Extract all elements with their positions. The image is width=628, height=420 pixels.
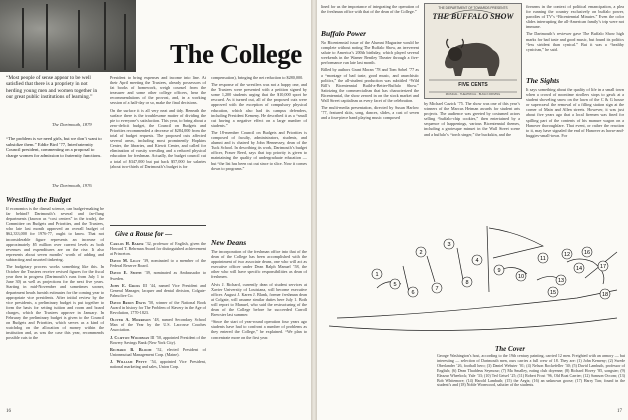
list-item <box>110 359 206 369</box>
article-column <box>526 4 624 54</box>
buffalo-show-poster <box>424 3 522 99</box>
caption-heading: The Cover <box>495 345 526 353</box>
honoree-text: ’39, nominated to a member of the Federal Reserve Board. <box>110 258 206 269</box>
honoree-name: Oliver A. Morrison <box>110 317 151 323</box>
figure-number: 8 <box>465 280 469 286</box>
list-item <box>110 317 206 332</box>
figure-number: 10 <box>517 274 525 280</box>
second-quote: “The problem is we need girls, but we don’t want to subsidize them.” Eddie Bird ’77, Interfraternity Council president, commenting on a proposal to charge women for admission to fraternity functions. <box>6 136 102 158</box>
paragraph: lined for us the importance of integrating the operation of the freshman office with that of the dean of the College.” <box>321 4 419 15</box>
divider <box>110 225 206 226</box>
cover-cartoon <box>317 222 628 342</box>
paragraph: compensation), bringing the net reduction to $280,000. <box>211 75 304 80</box>
poster-footer: MUSICAL · THEATRICAL · BUGGY-DRIVING <box>445 93 501 96</box>
honoree-text: ’32, professor of English, given the Howard T. Behrman Award for distinguished achievement at Princeton. <box>110 241 206 257</box>
honors-list <box>110 241 206 371</box>
figure-number: 11 <box>540 256 546 262</box>
paragraph: On the surface it is all very neat and tidy. Beneath the surface there is the troublesome matter of dividing the pie to everyone’s satisfaction. This year, to bring about a zero-deficit budget, the Council on Budgets and Priorities recommended a decrease of $284,000 from the total of budget requests. The proposed cuts affected several areas, including most prominently Hopkins Center, the libraries, and Kiewit Center, and called for elimination of varsity wrestling and a reduced physical education for freshman. Actually, the budget council cut a total of $347,000 but put back $57,000 for salaries (about two-thirds of Dartmouth’s budget is for <box>110 107 206 169</box>
paragraph: firearms in the context of political emancipation, a plea for running the country exclusively on buffalo power, parodies of TV’s “Bicentennial Minutes.” Even the color slides interrupting the all-American family’s trip were not immune. <box>526 4 624 30</box>
article-column <box>211 75 307 173</box>
paragraph: The multi-media presentation, directed by Susan Harlow ’77, featured skits, song, dances, slides, a cast of seven and a four-piece band playing music composed <box>321 105 419 121</box>
honoree-text: III ’44, named Vice President and General Manager, lacquer and dental division, Colgate-Palmolive Co. <box>110 282 206 298</box>
article-column <box>6 206 104 342</box>
paragraph: The incorporation of the freshman office into that of the dean of the College has been accomplished with the appointment of two associate deans, one who will act as executive officer under Dean Ralph Manuel ’58, the other who will have specific responsibilities as dean of freshmen. <box>211 249 307 280</box>
honoree-name: Carlos H. Baker <box>110 241 144 246</box>
honoree-name: J. William Petty <box>110 358 148 364</box>
list-item <box>110 270 206 280</box>
list-item <box>110 347 206 357</box>
section-heading: Buffalo Power <box>321 29 367 38</box>
list-item <box>110 241 206 256</box>
figure-number: 12 <box>563 252 571 258</box>
article-column <box>321 4 419 16</box>
figure-number: 18 <box>601 292 609 298</box>
figure-number: 5 <box>393 282 397 288</box>
quote-attribution: The Dartmouth, 1879 <box>52 122 92 127</box>
section-heading: The Sights <box>526 76 560 85</box>
list-item <box>110 283 206 298</box>
right-page <box>317 0 628 420</box>
honoree-name: David E. Smith <box>110 270 142 276</box>
figure-number: 14 <box>575 266 583 272</box>
section-heading: Wrestling the Budget <box>6 195 71 204</box>
honoree-text: ’50, winner of the National Book Award in history for The Problem of Slavery in the Age of Revolution, 1770-1823. <box>110 299 206 316</box>
article-column <box>110 75 206 171</box>
boat-crew-illustration <box>317 222 628 342</box>
figure-number: 3 <box>447 242 451 248</box>
honoree-text: ’48, named Secondary School Man of the Year by the U.S. Lacrosse Coaches Association. <box>110 317 206 333</box>
paragraph: The Dartmouth’s reviewer gave The Buffalo Show high marks for bad taste and good music, but found its politics “less strident than cynical.” But it was a “healthy cynicism,” he said. <box>526 31 624 52</box>
campus-photo <box>0 0 136 72</box>
opening-quote: “Most people of sense appear to be well satisfied that there is a propriety in not herding young men and women together in our great public institutions of learning.” <box>6 75 98 101</box>
article-column <box>211 249 307 342</box>
box-heading: Give a Rouse for — <box>115 230 173 238</box>
cover-caption: George Washington’s host, according to the 19th century painting, carried 12 men. Freighted with an armory — but interesting — selection of Dartmouth men, ours carries a full crew of 18. They are: (1) John Kemeny; (2) Swede Oberlander ’26, football hero; (3) Daniel Webster ’01; (4) Nelson Rockefeller ’30; (5) David Lambuth, professor of English; (6) Dean Thaddeus Seymour; (7) Ma Smalley, eating club doyenne; (8) Richard Hovey ’85, songster; (9) Eleazar Wheelock; Yale ’33; (10) Ted Geisel ’25; (11) Robert Frost ’96, Old Boat Carrier; (12) Samson Occom; (13) Bob Whitemore; (14) Harold Lambuth; (15) the Aegis; (16) an unknown goose; (17) Harry Tarr, found in the student’s and (18) Noble Wornwood, salutier of the students. <box>437 353 625 388</box>
honoree-text: ’52, elected President of Unionmutual Management Corp. (Maine). <box>110 346 206 357</box>
list-item <box>110 258 206 268</box>
honoree-name: Richard B. Bloom <box>110 346 152 352</box>
figure-number: 16 <box>583 250 591 256</box>
list-item <box>110 335 206 345</box>
paragraph: President to bring expenses and income into line. At their April meeting the Trustees, already possessors of fat books of homework, weigh counsel from the treasurer and some other college officers, hear the recommendations of the provost, and, in a working session of a half-day or so, make the final decisions. <box>110 75 206 106</box>
poster-arc-text: THE DEPARTMENT OF TOWARDS PRESENTS <box>438 6 508 10</box>
paragraph: The 18-member Council on Budgets and Priorities is composed of faculty, administrators, students, and alumni and is chaired by John Hennessey, dean of the Tuck School. In describing its work, Dartmouth’s budget officer, Fraser Reed, says that top priority is given to maintaining the quality of undergraduate education — but “the list has been cut out since to slice. Now it comes down to programs.” <box>211 129 307 171</box>
page-title: The College <box>170 39 302 69</box>
article-column <box>321 40 419 122</box>
paragraph: Billed by authors Grant Moran ’78 and Tom Sobel ’77 as a “montage of bad taste, good music, and anarchistic politics,” the all-student production was subtitled “Wild Bill’s Bicentennial Build-a-Better-Buffalo Show.” Satirizing the commercialism that has characterized the Bicentennial, the show zeroed in on the stock market and Wall Street capitalism as every facet of the celebration. <box>321 67 419 104</box>
poster-price: FIVE CENTS <box>458 82 488 88</box>
article-column <box>526 87 624 140</box>
honoree-name: David Brion Davis <box>110 299 146 305</box>
paragraph: No Bicentennial issue of the Alumni Magazine would be complete without noting The Buffalo Show, an irreverent salute to America’s 200th birthday, which played several weekends in the Warner Bentley Theater through a five-performance run late last month. <box>321 40 419 66</box>
paragraph: “Since the start of year-round operation four years ago students have had to confront a number of problems as they entered the College,” he explained. “We plan to concentrate more on the first year. <box>211 319 307 340</box>
honoree-name: David M. Lilly <box>110 258 141 264</box>
paragraph: If economics is the dismal science, can budget-making be far behind? Dartmouth’s several and far-flung departments (known as “cost centers” in the trade), the Committee on Budgets and Priorities, and the Trustees, who late last month approved an overall budget of $62,333,000 for 1976-77, ought to know. That not inconsiderable figure represents an increase of approximately $5 million over current levels as both revenues and expenditures are on the rise. It also represents about seven months’ worth of adding and subtracting and assorted tinkering. <box>6 206 104 262</box>
figure-number: 9 <box>497 268 501 274</box>
paragraph: Alvis J. Richard, currently dean of student services at Xavier University of Louisiana, will become executive officer. August J. Karen J. Blank, former freshman dean at Colgate, will assume similar duties here July 1. Both will report to Manuel, who said the restructuring of the dean of the College before he succeeded Carroll Brewster last summer. <box>211 281 307 318</box>
figure-number: 17 <box>599 264 607 270</box>
paragraph: It says something about the quality of life in a small town when a crowd of noontime strollers stops to gawk at a student shoveling snow on the lawn of the C & G house or supercrawl the removal of a filling station sign at the corner of Main and Allen streets. However, it was just about five years ago that a local firemen was fined for spilling part of the contents of his manure wagon on a Hanover thoroughfare. That event, or rather the reaction to it, may have signaled the end of Hanover as horse-and-buggies-small-town. For <box>526 87 624 138</box>
article-column <box>424 101 520 139</box>
figure-number: 7 <box>435 286 439 292</box>
left-page <box>0 0 311 420</box>
paragraph: by Michael Cazick ’75. The show was one of this year’s winners of the Marcus Heiman awards for student arts projects. The audience was greeted by costumed actors selling “buffalo-chip cookies,” then entertained by a sequence of happenings, various Bicentennial themes, including a grotesque minuet in the Wall Street scene and a buffalo’s “torch singer,” the buckskin, and the <box>424 101 520 137</box>
figure-number: 1 <box>375 272 379 278</box>
honoree-text: III ’50, appointed President of the Bowery Savings Bank (New York City). <box>110 334 206 345</box>
paragraph: The response of the wrestlers was not a happy one, and the Trustees were presented with a petition signed by some 1,200 students urging that the $10,000 sport be rescued. As it turned out, all of the proposed cuts were approved with the exception of compulsory physical education, which also had its campus defenders, including President Kemeny. He described it as a “small cut having a negative effect on a large number of students.” <box>211 82 307 128</box>
honoree-text: ’39, nominated as Ambassador to Sweden. <box>110 270 206 281</box>
paragraph: The budgetary process works something like this. In October the Trustees receive revised figures for the fiscal year then in progress (Dartmouth’s runs from July 1 to June 30) as well as projections for the next five years. Starting in mid-November and sometimes sooner, department heads furnish estimates for the coming year to appropriate vice presidents. After initial review by the vice presidents, a preliminary budget is put together to form the basis for setting tuition and room and board charges, which the Trustees approve in January. In February the preliminary budget is given to the Council on Budgets and Priorities, which serves as a kind of watchdog on the allocation of money within the institution and, as was the case this year, recommends possible cuts to the <box>6 264 104 341</box>
figure-number: 6 <box>411 290 415 296</box>
page-number: 17 <box>617 409 622 414</box>
honoree-name: John E. Gross <box>110 282 141 288</box>
quote-attribution: The Dartmouth, 1976 <box>52 183 92 188</box>
poster-title: THE BUFFALO SHOW <box>432 12 514 21</box>
list-item <box>110 300 206 315</box>
page-number: 16 <box>6 409 11 414</box>
section-heading: New Deans <box>211 238 247 247</box>
honoree-name: J. Clifton Woodman <box>110 334 150 340</box>
figure-number: 4 <box>475 258 479 264</box>
honoree-text: ’54, appointed Vice President, national marketing and sales, Union Corp. <box>110 358 206 369</box>
figure-number: 13 <box>557 278 565 284</box>
figure-number: 15 <box>549 290 557 296</box>
figure-number: 2 <box>419 250 423 256</box>
